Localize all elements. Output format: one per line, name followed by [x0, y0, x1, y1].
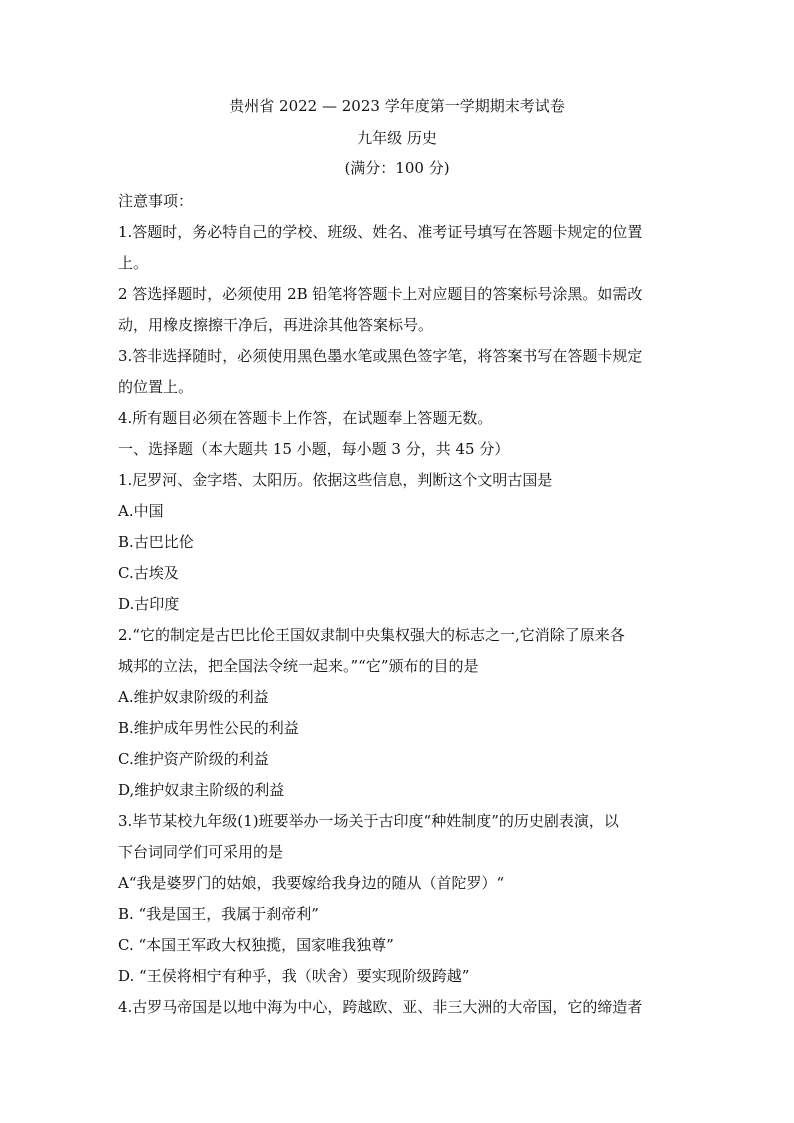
question-2-option-b: B.维护成年男性公民的利益 — [118, 719, 299, 737]
question-2-stem-line-1: 2.“它的制定是古巴比伦王国奴隶制中央集权强大的标志之一,它消除了原来各 — [118, 626, 625, 644]
section-heading: 一、选择题（本大题共 15 小题，每小题 3 分，共 45 分） — [118, 440, 510, 458]
question-3-stem-line-2: 下台词同学们可采用的是 — [118, 843, 284, 861]
exam-score: (满分：100 分) — [344, 159, 450, 177]
question-3-option-c: C. “本国王军政大权独揽，国家唯我独尊” — [118, 936, 394, 954]
question-1-option-d: D.古印度 — [118, 595, 180, 613]
note-2-line-1: 2 答选择题时，必须使用 2B 铅笔将答题卡上对应题目的答案标号涂黑。如需改 — [118, 285, 643, 303]
question-2-option-c: C.维护资产阶级的利益 — [118, 750, 269, 768]
note-3-line-1: 3.答非选择随时，必须使用黑色墨水笔或黑色签字笔，将答案书写在答题卡规定 — [118, 347, 643, 365]
question-3-option-a: A“我是婆罗门的姑娘，我要嫁给我身边的随从（首陀罗）“ — [118, 874, 505, 892]
question-1-option-a: A.中国 — [118, 502, 164, 520]
question-3-option-b: B. “我是国王，我属于刹帝利” — [118, 905, 319, 923]
question-3-stem-line-1: 3.毕节某校九年级(1)班要举办一场关于古印度“种姓制度”的历史剧表演，以 — [118, 812, 619, 830]
note-2-line-2: 动，用橡皮擦擦干净后，再进涂其他答案标号。 — [118, 316, 434, 334]
exam-subtitle: 九年级 历史 — [357, 129, 437, 147]
notes-heading: 注意事项： — [118, 192, 194, 210]
question-1-stem: 1.尼罗河、金字塔、太阳历。依据这些信息，判断这个文明古国是 — [118, 471, 553, 489]
note-4: 4.所有题目必须在答题卡上作答，在试题奉上答题无数。 — [118, 409, 493, 427]
note-1-line-1: 1.答题时，务必特自己的学校、班级、姓名、准考证号填写在答题卡规定的位置 — [118, 223, 643, 241]
question-2-stem-line-2: 城邦的立法，把全国法令统一起来。”“它”颁布的目的是 — [118, 657, 479, 675]
question-2-option-a: A.维护奴隶阶级的利益 — [118, 688, 269, 706]
exam-title: 贵州省 2022 — 2023 学年度第一学期期末考试卷 — [229, 97, 565, 115]
note-3-line-2: 的位置上。 — [118, 378, 194, 396]
note-1-line-2: 上。 — [118, 254, 149, 272]
question-1-option-b: B.古巴比伦 — [118, 533, 194, 551]
question-3-option-d: D. “王侯将相宁有种乎，我（吠舍）要实现阶级跨越” — [118, 967, 470, 985]
question-2-option-d: D,维护奴隶主阶级的利益 — [118, 781, 285, 799]
question-1-option-c: C.古埃及 — [118, 564, 179, 582]
question-4-stem-line-1: 4.古罗马帝国是以地中海为中心，跨越欧、亚、非三大洲的大帝国，它的缔造者 — [118, 998, 643, 1016]
